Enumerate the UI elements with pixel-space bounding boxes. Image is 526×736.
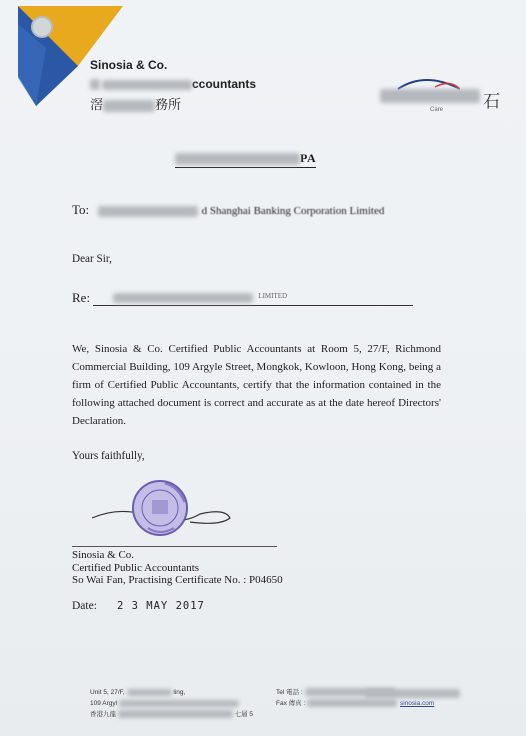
redaction (175, 153, 300, 165)
signature-area (90, 478, 250, 545)
firm-name: Sinosia & Co. (90, 58, 168, 72)
footer-contact: Tel 電話 : Fax 傳真 : (276, 687, 397, 709)
document-title: PA (175, 151, 316, 168)
firm-subtitle: ccountants (90, 77, 256, 91)
signature-line (72, 546, 277, 547)
redaction (113, 293, 253, 303)
letterhead-brand (90, 58, 256, 113)
addressee: To: d Shanghai Banking Corporation Limited (72, 202, 385, 217)
redaction (307, 699, 397, 707)
footer-address: Unit 5, 27/F, ling, 109 Argyl 香港九龍 七層 5 (90, 689, 254, 718)
reference-line: Re: LIMITED (72, 290, 413, 306)
redaction (380, 89, 480, 103)
redaction (90, 79, 100, 90)
redaction (98, 206, 198, 217)
partner-logo: 石 Care (380, 75, 460, 110)
date-label: Date: (72, 600, 97, 612)
redaction (127, 689, 172, 696)
reference-underline: LIMITED (93, 293, 413, 306)
closing: Yours faithfully, (72, 450, 145, 462)
redaction (118, 710, 233, 718)
date-stamp: 2 3 MAY 2017 (117, 600, 205, 612)
signer-block: Sinosia & Co. Certified Public Accountants So Wai Fan, Practising Certificate No. : P04650 (72, 549, 283, 586)
redaction (103, 100, 155, 112)
redaction (102, 80, 192, 90)
signature-stamp-icon (90, 478, 250, 540)
punch-hole (31, 16, 53, 38)
greeting: Dear Sir, (72, 253, 112, 265)
redaction (119, 700, 239, 707)
firm-chinese-name: 滘 務所 (90, 97, 182, 112)
redaction (365, 689, 460, 698)
footer-email: sinosia.com (400, 700, 435, 707)
certification-paragraph: We, Sinosia & Co. Certified Public Accountants at Room 5, 27/F, Richmond Commercial Building, 109 Argyle Street, Mongkok, Kowloon, Hong Kong, being a firm of Certified Public Accountants, certify that the information contained in the following attached document is correct and accurate as at the date hereof Directors' Declaration. (72, 343, 441, 427)
